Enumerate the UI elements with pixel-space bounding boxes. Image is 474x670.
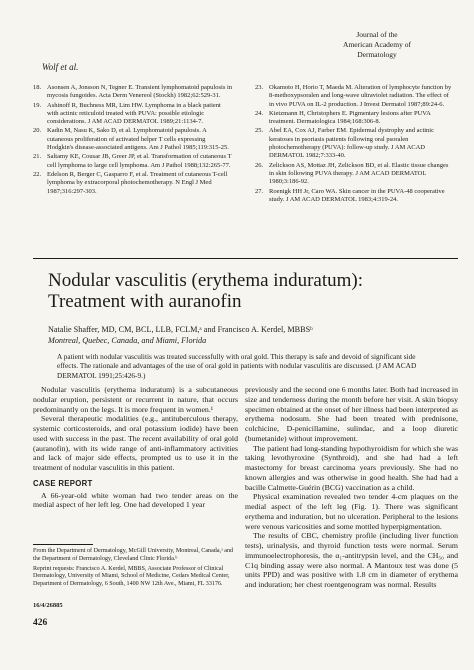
reference-number: 20. bbox=[33, 127, 42, 135]
reference-text: Kietzmann H, Christophers E. Pigmentary lesions after PUVA treatment. Dermatologica 1984;168:306-8. bbox=[269, 109, 431, 126]
title-line: Nodular vasculitis (erythema induratum): bbox=[48, 270, 363, 291]
reference-text: Zelickson AS, Mottaz JH, Zelickson BD, et al. Elastic tissue changes in skin following PUVA therapy. J AM ACAD DERMATOL 1980;3:186-92. bbox=[269, 161, 449, 186]
footnotes bbox=[33, 548, 238, 591]
reference-number: 19. bbox=[33, 101, 42, 109]
article-title bbox=[48, 270, 448, 312]
reference-item bbox=[33, 153, 233, 170]
journal-line: Journal of the bbox=[356, 30, 398, 39]
footnote: Reprint requests: Francisco A. Kerdel, MBBS, Associate Professor of Clinical Dermatology, University of Miami, School of Medicine, Cedars Medical Center, Department of Dermatology, 6 South, 1400 NW 12th Ave., Miami, FL 33176. bbox=[33, 565, 230, 588]
section-heading: CASE REPORT bbox=[33, 478, 93, 488]
reference-text: Edelson R, Berger C, Gasparro F, et al. Treatment of cutaneous T-cell lymphoma by extracorporal photochemotherapy. N Engl J Med 1987;316:297-303. bbox=[47, 170, 228, 195]
reference-item bbox=[33, 102, 233, 127]
reference-text: Okamoto H, Horio T, Maeda M. Alteration of lymphocyte function by 8-methoxypsoralen and long-wave ultraviolet radiation. The effect of in vivo PUVA on IL-2 production. J Invest Dermatol 1987;89:24-6. bbox=[269, 84, 452, 108]
title-line: Treatment with auranofin bbox=[48, 291, 242, 312]
footnote-divider bbox=[33, 544, 93, 545]
abstract: A patient with nodular vasculitis was treated successfully with oral gold. This therapy is safe and devoid of significant side effects. The rationale and advantages of the use of oral gold in patients with nodular vasculitis are discussed. (J AM ACAD DERMATOL 1991;25:426-9.) bbox=[57, 352, 417, 380]
journal-line: Dermatology bbox=[357, 50, 397, 59]
reference-item bbox=[33, 84, 233, 101]
journal-name bbox=[332, 30, 422, 60]
reference-item bbox=[255, 188, 455, 205]
reference-item bbox=[255, 84, 455, 109]
reference-text: Ashinoff R, Buchness MR, Lim HW. Lymphoma in a black patient with actinic reticuloid treated with PUVA: possible etiologic considerations. J AM ACAD DERMATOL 1989;21:1134-7. bbox=[47, 101, 221, 126]
reference-number: 26. bbox=[255, 161, 264, 169]
reference-number: 21. bbox=[33, 153, 42, 161]
reference-number: 18. bbox=[33, 84, 42, 91]
reference-item bbox=[33, 171, 233, 196]
section-divider bbox=[33, 258, 458, 259]
reference-item bbox=[255, 162, 455, 187]
paragraph: A 66-year-old white woman had two tender areas on the medial aspect of her left leg. One had developed 1 year bbox=[33, 490, 238, 510]
body-column-right bbox=[245, 385, 458, 590]
paragraph: The patient had long-standing hypothyroidism for which she was taking levothyroxine (Synthroid), and she had had a left mastectomy for breast carcinoma years previously. She had no known allergies and was otherwise in good health. She had had a bacille Calmette-Guérin (BCG) vaccination as a child. bbox=[245, 443, 458, 492]
reference-item bbox=[255, 127, 455, 160]
reference-number: 23. bbox=[255, 84, 264, 91]
reference-text: Roenigk HH Jr, Caro WA. Skin cancer in the PUVA-48 cooperative study. J AM ACAD DERMATOL 1983;4:319-24. bbox=[269, 187, 445, 203]
reference-text: Abel EA, Cox AJ, Farber EM. Epidermal dystrophy and actinic keratoses in psoriasis patients following oral psoralen photochemotherapy (PUVA): follow-up study. J AM ACAD DERMATOL 1982;7:333-40. bbox=[269, 127, 434, 160]
reference-number: 25. bbox=[255, 127, 264, 135]
reference-text: Saltamy KE, Cousar JB, Greer JP, et al. Transformation of cutaneous T cell lymphoma to large cell lymphoma. Am J Pathol 1988;132:265-77. bbox=[47, 153, 232, 169]
body-column-left bbox=[33, 385, 238, 510]
paragraph: Several therapeutic modalities (e.g., antituberculous therapy, systemic corticosteroids, and oral potassium iodide) have been used with success in the past. The recent availability of oral gold (auranofin), with its wide range of anti-inflammatory activities and lack of major side effects, prompted us to use it in the treatment of nodular vasculitis in this patient. bbox=[33, 414, 238, 472]
paragraph: previously and the second one 6 months later. Both had increased in size and tenderness during the month before her visit. A skin biopsy specimen obtained at the onset of her illness had been interpreted as erythema nodosum. She had been treated with prednisone, colchicine, D-penicillamine, sulindac, and a loop diuretic (bumetanide) without improvement. bbox=[245, 385, 458, 443]
journal-line: American Academy of bbox=[343, 40, 411, 49]
running-head: Wolf et al. bbox=[42, 62, 79, 72]
paragraph: Physical examination revealed two tender 4-cm plaques on the medial aspect of the left leg (Fig. 1). There was significant erythema and induration, but no ulceration. Peripheral to the lesions were venous varicosities and some mottled hyperpigmentation. bbox=[245, 492, 458, 531]
reference-number: 22. bbox=[33, 170, 42, 178]
paragraph: Nodular vasculitis (erythema induratum) is a subcutaneous nodular eruption, persistent or recurrent in nature, that occurs predominantly on the legs. It is more frequent in women.¹ bbox=[33, 385, 238, 414]
reference-item bbox=[255, 110, 455, 127]
references-right bbox=[255, 84, 455, 205]
references-left bbox=[33, 84, 233, 197]
reference-text: Kadin M, Nasu K, Sako D, et al. Lymphomatoid papulosis. A cutaneous proliferation of activated helper T cells expressing Hodgkin's disease-associated antigens. Am J Pathol 1985;119:315-25. bbox=[47, 127, 229, 152]
reference-number: 24. bbox=[255, 109, 264, 117]
paragraph: The results of CBC, chemistry profile (including liver function tests), urinalysis, and thyroid function tests were normal. Serum immunoelectrophoresis, the α₁-antitrypsin level, and the CH₅₀ and C1q binding assay were also normal. A Mantoux test was done (5 units PPD) and was positive with 1.8 cm in diameter of erythema and induration; her chest roentgenogram was normal. Results bbox=[245, 531, 458, 589]
reference-number: 27. bbox=[255, 187, 264, 195]
footnote: From the Department of Dermatology, McGill University, Montreal, Canada,ᵃ and the Department of Dermatology, Cleveland Clinic Florida.ᵇ bbox=[33, 548, 234, 562]
authors: Natalie Shaffer, MD, CM, BCL, LLB, FCLM,ᵃ and Francisco A. Kerdel, MBBSᵇ bbox=[48, 325, 313, 334]
page-number: 426 bbox=[33, 618, 48, 628]
affiliation: Montreal, Quebec, Canada, and Miami, Florida bbox=[48, 336, 207, 345]
reference-text: Asonsen A, Jonsson N, Tegner E. Transient lymphomatoid papulosis in mycosis fungoides. Acta Derm Venereol (Stockh) 1982;62:529-31. bbox=[47, 84, 233, 100]
reference-item bbox=[33, 127, 233, 152]
article-code: 16/4/26885 bbox=[33, 602, 63, 609]
